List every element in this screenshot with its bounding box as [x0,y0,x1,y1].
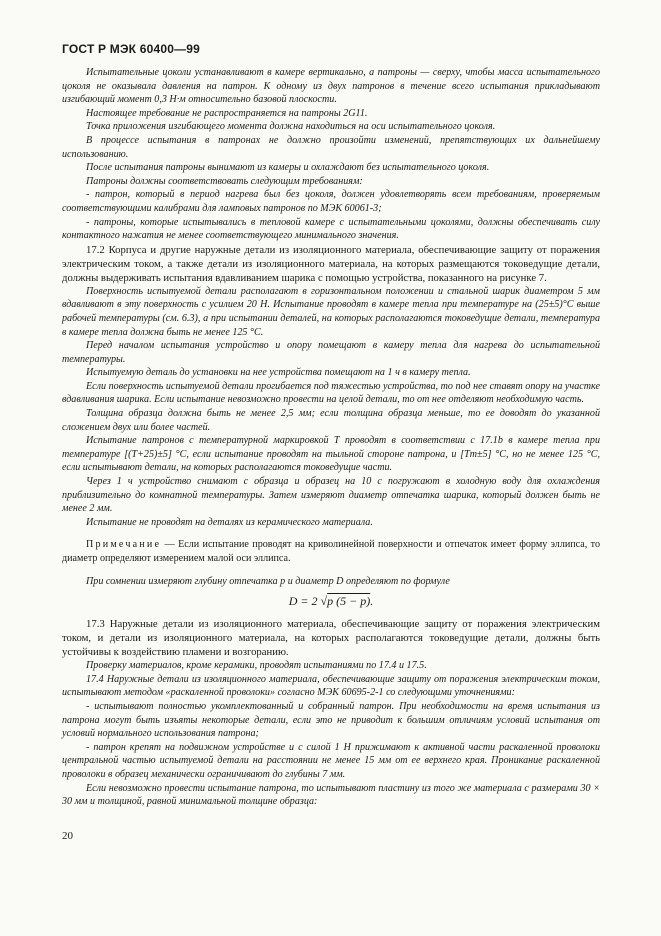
formula-end: . [370,594,374,609]
formula [62,594,600,609]
paragraph: Патроны должны соответствовать следующим требованиям: [86,175,363,187]
paragraph: Перед началом испытания устройство и опору помещают в камеру тепла для нагрева до испытательной температуры. [62,340,600,365]
list-item: - патрон, который в период нагрева был без цоколя, должен удовлетворять всем требованиям, проверяемым соответствующими калибрами для ламповых патронов по МЭК 60061-3; [62,189,600,214]
clause-17-3: 17.3 Наружные детали из изоляционного материала, обеспечивающие защиту от поражения электрическим током, и детали из изоляционного материала, на которых располагаются токоведущие детали, должны быть устойчивы к воздействию пламени и возгоранию. [62,618,600,659]
paragraph: Через 1 ч устройство снимают с образца и образец на 10 с погружают в холодную воду для охлаждения приблизительно до комнатной температуры. Затем измеряют диаметр отпечатка шарика, который должен быть не менее 2 мм. [62,476,600,515]
paragraph: Проверку материалов, кроме керамики, проводят испытаниями по 17.4 и 17.5. [86,660,427,672]
paragraph: Испытуемую деталь до установки на нее устройства помещают на 1 ч в камеру тепла. [86,367,471,379]
formula-radicand: p (5 − p) [327,594,371,609]
paragraph: Точка приложения изгибающего момента должна находиться на оси испытательного цоколя. [86,121,496,133]
paragraph: Испытание патронов с температурной маркировкой Т проводят в соответствии с 17.1b в камере тепла при температуре [(Т+25)±5] °С, если испытание проводят на тыльной стороне патрона, и [Тm±5] °С, но не менее 125 °С, если испытывают детали, на которых располагаются токоведущие части. [62,435,600,474]
paragraph: Толщина образца должна быть не менее 2,5 мм; если толщина образца меньше, то ее доводят до указанной сложением двух или более частей. [62,408,600,433]
note-text: — Если испытание проводят на криволинейной поверхности и отпечаток имеет форму эллипса, то диаметр определяют измерением малой оси эллипса. [62,539,600,564]
formula-lhs: D = 2 √ [288,594,328,609]
paragraph: Если поверхность испытуемой детали прогибается под тяжестью устройства, то под нее ставят опору на участке вдавливания шарика. Если испытание невозможно провести на целой детали, то от нее отделяют необходимую часть. [62,380,600,406]
paragraph: Испытание не проводят на деталях из керамического материала. [86,516,373,528]
document-page [62,42,600,809]
note-label: Примечание [86,539,162,551]
page-number: 20 [62,830,73,842]
paragraph: В процессе испытания в патронах не должно произойти изменений, препятствующих их дальнейшему использованию. [62,134,600,160]
paragraph: Поверхность испытуемой детали располагают в горизонтальном положении и стальной шарик диаметром 5 мм вдавливают в эту поверхность с усилием 20 Н. Испытание проводят в камере тепла при температуре на (25±5)°С выше рабочей температуры (см. 6.3), а при испытании деталей, на которых располагаются токоведущие детали, температура в камере тепла должна быть не менее 125 °С. [62,285,600,338]
list-item: - испытывают полностью укомплектованный и собранный патрон. При необходимости на время испытания из патрона могут быть изъяты некоторые детали, если это не приводит к большим отличиям условий испытания от условий нормального использования патрона; [62,700,600,740]
clause-17-2: 17.2 Корпуса и другие наружные детали из изоляционного материала, обеспечивающие защиту от поражения электрическим током, а также детали из изоляционного материала, на которых размещаются токоведущие детали, должны выдерживать испытания вдавливанием шарика с помощью устройства, показанного на рисунке 7. [62,243,600,284]
paragraph: После испытания патроны вынимают из камеры и охлаждают без испытательного цоколя. [86,162,490,174]
paragraph: Настоящее требование не распространяется на патроны 2G11. [86,107,368,119]
paragraph: Если невозможно провести испытание патрона, то испытывают пластину из того же материала с размерами 30 × 30 мм и толщиной, равной минимальной толщине образца: [62,782,600,808]
paragraph: При сомнении измеряют глубину отпечатка p и диаметр D определяют по формуле [86,575,450,587]
list-item: - патрон крепят на подвижном устройстве и с силой 1 Н прижимают к активной части раскаленной проволоки центральной частью испытуемой детали на расстоянии не менее 15 мм от ее верхнего края. Проникание раскаленной проволоки в образец механически ограничивают до глубины 7 мм. [62,741,600,780]
paragraph: Испытательные цоколи устанавливают в камере вертикально, а патроны — сверху, чтобы масса испытательного цоколя не оказывала давления на патрон. К одному из двух патронов в течение всего испытания прикладывают изгибающий момент 0,3 Н·м относительно базовой плоскости. [62,67,600,106]
note [62,538,600,565]
clause-17-4: 17.4 Наружные детали из изоляционного материала, обеспечивающие защиту от поражения электрическим током, испытывают методом «раскаленной проволоки» согласно МЭК 60695-2-1 со следующими уточнениями: [62,673,600,699]
list-item: - патроны, которые испытывались в тепловой камере с испытательными цоколями, должны обеспечивать силу контактного нажатия не менее соответствующего минимального значения. [62,216,600,242]
page-header: ГОСТ Р МЭК 60400—99 [62,42,201,56]
